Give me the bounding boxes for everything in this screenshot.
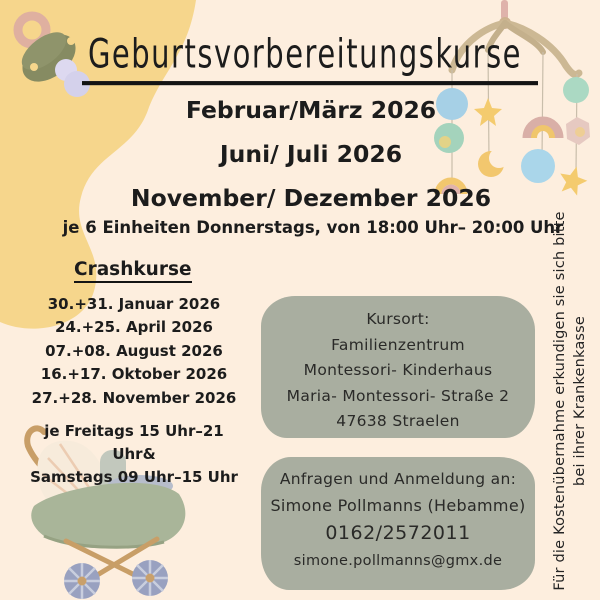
location-line-2: Montessori- Kinderhaus: [303, 361, 493, 379]
crash-courses-heading: Crashkurse: [74, 259, 192, 283]
schedule-note: je 6 Einheiten Donnerstags, von 18:00 Uhr– 20:00 Uhr: [62, 218, 564, 237]
page-title-text: Geburtsvorbereitungskurse: [82, 30, 538, 85]
course-month-1: Februar/März 2026: [185, 96, 437, 124]
page-title: [0, 30, 600, 77]
contact-box: [261, 457, 535, 590]
insurance-note: Für die Kostenübernahme erkundigen sie sich bitte bei ihrer Krankenkasse: [552, 211, 588, 591]
contact-name: Simone Pollmanns (Hebamme): [270, 496, 526, 515]
crash-time-line-1: je Freitags 15 Uhr–21 Uhr&: [44, 422, 224, 463]
crash-course-times: [24, 420, 244, 489]
course-months: [0, 88, 600, 220]
crash-date-4: 16.+17. Oktober 2026: [40, 365, 228, 384]
course-month-3: November/ Dezember 2026: [130, 184, 492, 212]
location-line-1: Familienzentrum: [331, 335, 465, 354]
location-line-3: Maria- Montessori- Straße 2: [286, 386, 510, 405]
crash-date-5: 27.+28. November 2026: [31, 388, 237, 407]
crash-date-3: 07.+08. August 2026: [45, 341, 223, 360]
location-box: [261, 296, 535, 438]
contact-heading: Anfragen und Anmeldung an:: [279, 470, 517, 488]
location-label: Kursort:: [366, 310, 430, 328]
crash-date-2: 24.+25. April 2026: [55, 318, 213, 337]
crash-date-1: 30.+31. Januar 2026: [47, 295, 221, 313]
contact-email: simone.pollmanns@gmx.de: [293, 553, 503, 569]
crash-course-dates: [24, 293, 244, 410]
course-month-2: Juni/ Juli 2026: [219, 140, 403, 168]
location-line-4: 47638 Straelen: [336, 412, 460, 430]
crash-time-line-2: Samstags 09 Uhr–15 Uhr: [30, 468, 238, 486]
contact-phone: 0162/2572011: [325, 522, 471, 544]
